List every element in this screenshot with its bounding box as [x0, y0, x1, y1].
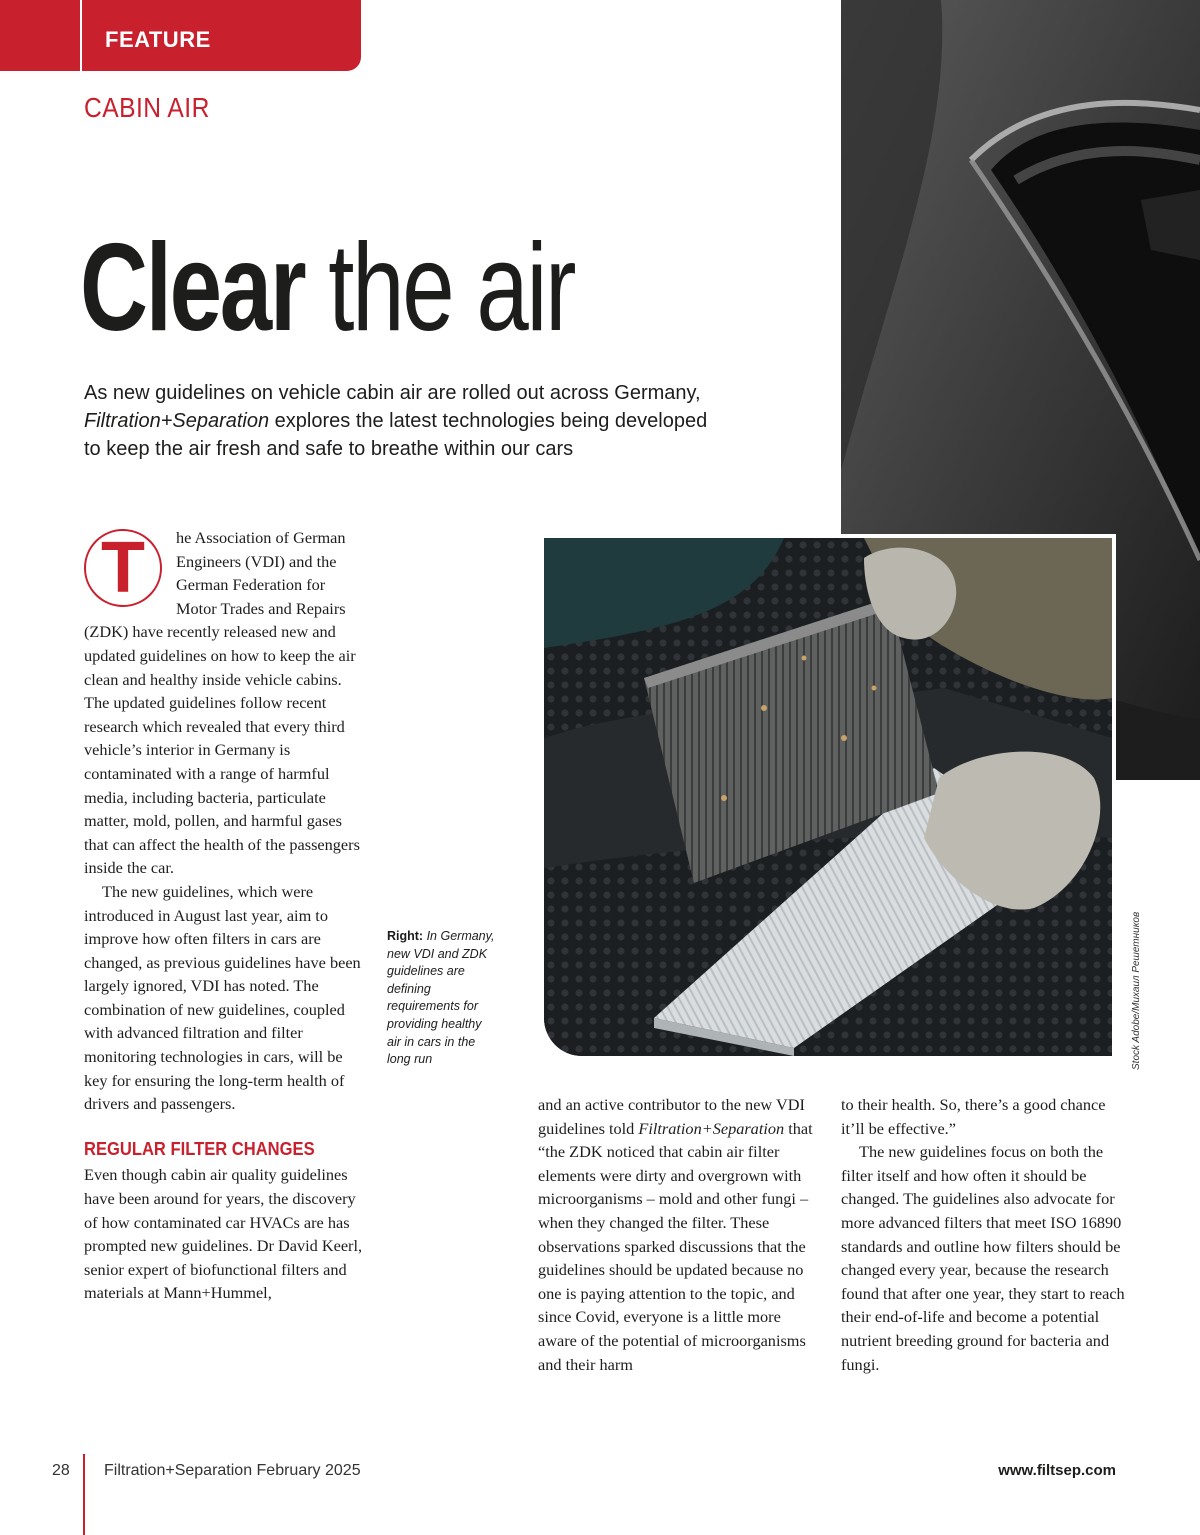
standfirst-line1: As new guidelines on vehicle cabin air are rolled out across Germany, — [84, 382, 701, 404]
footer-divider — [83, 1454, 85, 1535]
standfirst-publication: Filtration+Separation — [84, 410, 270, 432]
body-column-3 — [841, 1093, 1126, 1376]
body-column-2 — [538, 1093, 823, 1376]
paragraph-2: The new guidelines, which were introduced in August last year, aim to improve how often filters in cars are changed, as previous guidelines have been largely ignored, VDI has noted. The combination of new guidelines, coupled with advanced filtration and filter monitoring technologies in cars, will be key for ensuring the long-term health of drivers and passengers. — [84, 881, 361, 1114]
paragraph-3: Even though cabin air quality guidelines have been around for years, the discovery of how contaminated car HVACs are has prompted new guidelines. Dr David Keerl, senior expert of biofunctional filters and materials at Mann+Hummel, — [84, 1165, 363, 1303]
paragraph-4a: and an active contributor to the new VDI guidelines told — [538, 1095, 805, 1138]
drop-cap: T — [84, 529, 162, 607]
cabin-filter-photo — [544, 538, 1112, 1056]
tab-divider — [80, 0, 82, 71]
subhead-regular-filter-changes: REGULAR FILTER CHANGES — [84, 1138, 315, 1159]
body-column-1 — [84, 526, 366, 1305]
paragraph-6: The new guidelines focus on both the filter itself and how often it should be changed. The guidelines also advocate for more advanced filters that meet ISO 16890 standards and outline how filters should be changed every year, because the research found that after one year, they start to reach their end-of-life and become a potential nutrient breeding ground for bacteria and fungi. — [841, 1142, 1125, 1374]
caption-label: Right: — [387, 929, 424, 943]
paragraph-4-publication: Filtration+Separation — [638, 1118, 785, 1138]
standfirst — [84, 379, 724, 463]
headline-bold: Clear — [80, 219, 305, 357]
paragraph-4b: that “the ZDK noticed that cabin air filter elements were dirty and overgrown with microorganisms – mold and other fungi – when they changed the filter. These observations sparked discussions that the guidelines should be updated because no one is paying attention to the topic, and since Covid, everyone is a little more aware of the potential of microorganisms and their harm — [538, 1118, 813, 1374]
website-url: www.filtsep.com — [998, 1462, 1116, 1479]
feature-label: FEATURE — [105, 27, 211, 52]
feature-tab — [0, 0, 361, 71]
headline — [80, 219, 575, 357]
paragraph-1: he Association of German Engineers (VDI) and the German Federation for Motor Trades and Repairs (ZDK) have recently released new and updated guidelines on how to keep the air clean and healthy inside vehicle cabins. The updated guidelines follow recent research which revealed that every third vehicle’s interior in Germany is contaminated with a range of harmful media, including bacteria, particulate matter, mold, pollen, and harmful gases that can affect the health of the passengers inside the car. — [84, 528, 360, 878]
photo-credit: Stock Adobe/Михаил Решетников — [1131, 911, 1142, 1070]
section-title: CABIN AIR — [84, 92, 210, 123]
page-number: 28 — [52, 1462, 70, 1479]
caption-text: In Germany, new VDI and ZDK guidelines are defining requirements for providing healthy air in cars in the long run — [387, 929, 495, 1067]
headline-light: the air — [328, 219, 575, 357]
paragraph-5: to their health. So, there’s a good chance it’ll be effective.” — [841, 1095, 1106, 1138]
standfirst-rest: explores the latest technologies being developed to keep the air fresh and safe to breathe within our cars — [84, 410, 708, 460]
publication-issue: Filtration+Separation February 2025 — [104, 1462, 361, 1479]
image-caption — [387, 928, 497, 1069]
